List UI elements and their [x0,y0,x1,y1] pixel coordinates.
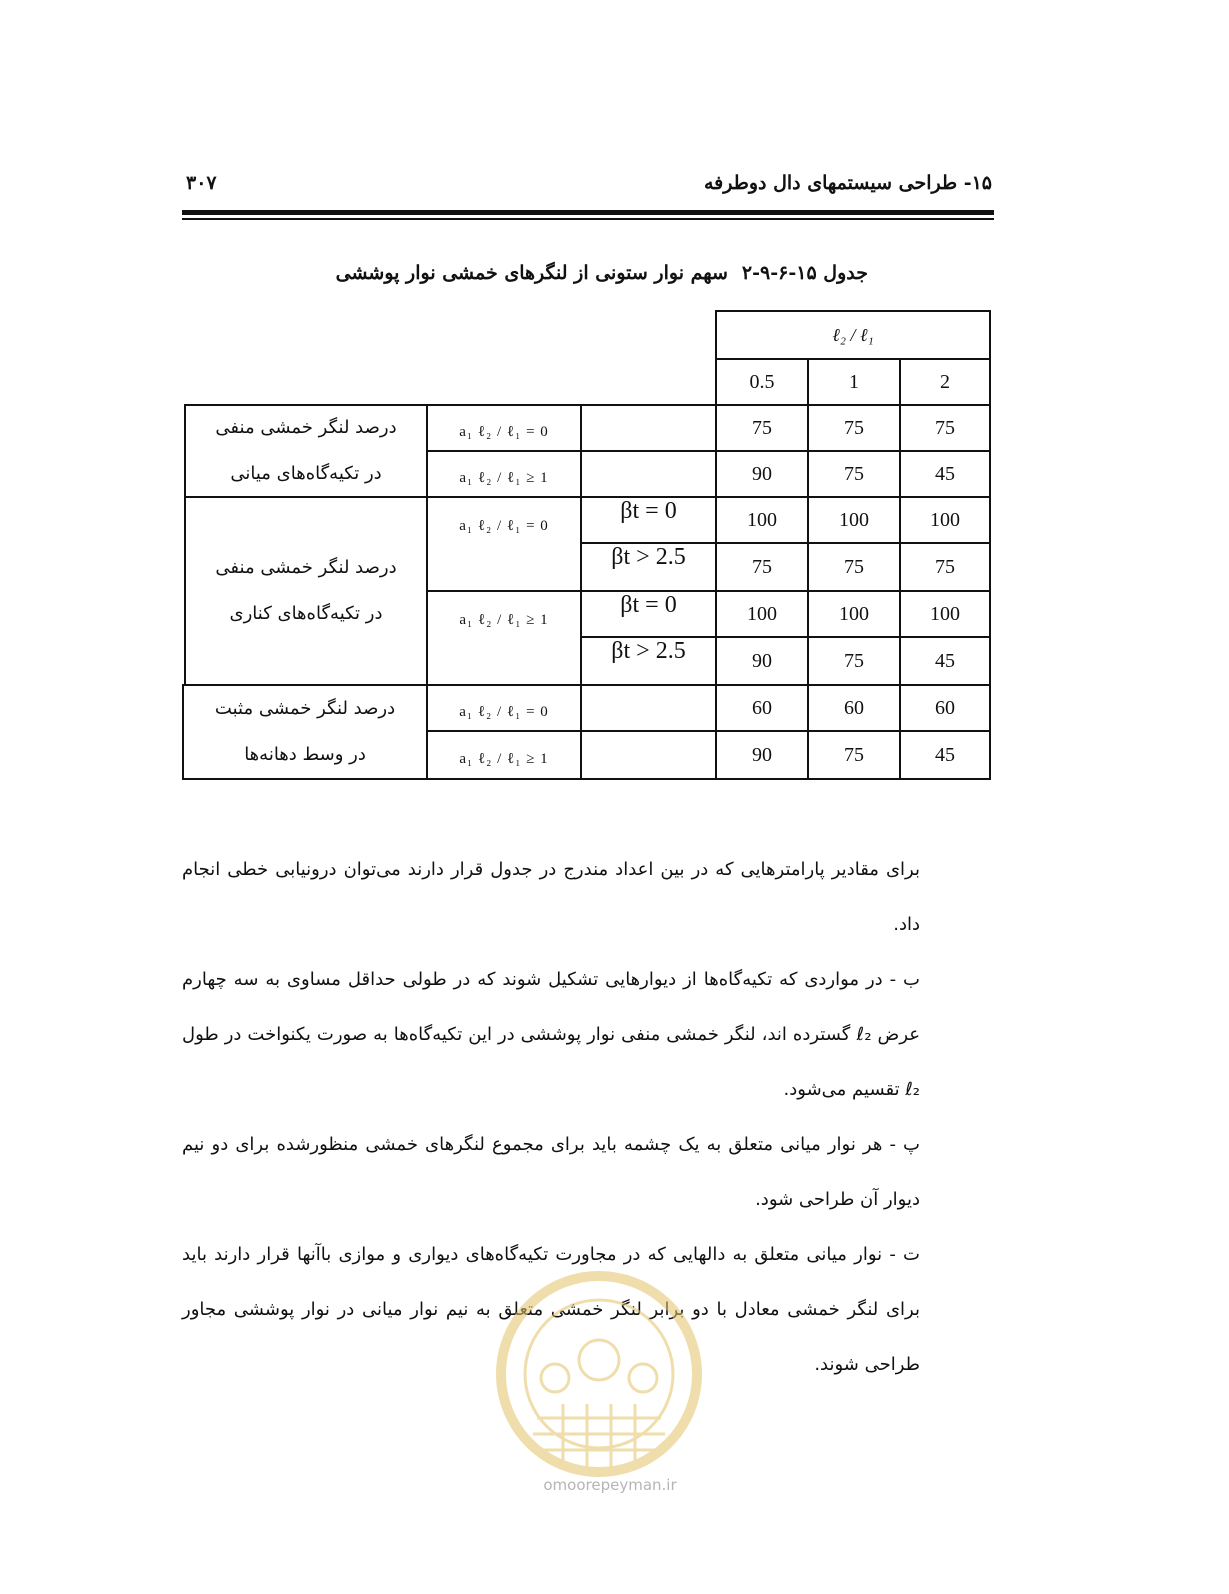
ratio-value-cell: 0.5 [715,358,809,406]
paragraph-b: ب - در مواردی که تکیه‌گاه‌ها از دیوارهایی تشکیل شوند که در طولی حداقل مساوی به سه چهارم عرض ℓ₂ گسترده اند، لنگر خمشی منفی نوار پوششی در این تکیه‌گاه‌ها به صورت یکنواخت در طول ℓ₂ تقسیم می‌شود. [182,969,920,1100]
group-label-line: در تکیه‌گاه‌های میانی [230,463,382,484]
value-cell: 75 [807,636,901,686]
beta-cell-empty [580,684,717,732]
group-label-line: درصد لنگر خمشی منفی [215,417,397,438]
value-cell: 75 [807,404,901,452]
beta-cell: βt = 0 [580,590,717,638]
condition-cell: a₁ ℓ₂ / ℓ₁ ≥ 1 [426,450,582,498]
value-cell: 75 [899,542,991,592]
ratio-header-cell: ℓ₂ / ℓ₁ [715,310,991,360]
group-label-exterior-negative [184,496,428,686]
paragraph-p: پ - هر نوار میانی متعلق به یک چشمه باید برای مجموع لنگرهای خمشی منظورشده برای دو نیم دیوار آن طراحی شود. [182,1134,920,1210]
table-caption-title: سهم نوار ستونی از لنگرهای خمشی نوار پوششی [335,262,728,284]
group-label-positive-midspan [182,684,428,780]
group-label-line: درصد لنگر خمشی مثبت [214,698,396,719]
beta-cell: βt > 2.5 [580,542,717,592]
condition-cell: a₁ ℓ₂ / ℓ₁ ≥ 1 [426,730,582,780]
table-caption-number: جدول ۱۵-۶-۹-۲ [741,262,868,284]
value-cell: 90 [715,450,809,498]
beta-cell-empty [580,450,717,498]
header-rule-thin [182,218,994,220]
group-label-interior-negative [184,404,428,498]
chapter-title: ۱۵- طراحی سیستمهای دال دوطرفه [703,172,992,194]
value-cell: 100 [807,590,901,638]
watermark-logo [493,1268,705,1480]
value-cell: 100 [715,496,809,544]
value-cell: 60 [807,684,901,732]
running-header [182,170,994,206]
value-cell: 75 [807,542,901,592]
ratio-value-cell: 2 [899,358,991,406]
beta-cell-empty [580,730,717,780]
value-cell: 100 [899,590,991,638]
value-cell: 100 [807,496,901,544]
group-label-line: درصد لنگر خمشی منفی [215,557,397,578]
paragraph-t: ت - نوار میانی متعلق به دالهایی که در مجاورت تکیه‌گاه‌های دیواری و موازی باآنها قرار دارند باید برای لنگر خمشی معادل با دو برابر لنگر خمشی متعلق به نیم نوار میانی در نوار پوششی مجاور طراحی شوند. [182,1244,920,1375]
table-caption [182,262,868,284]
value-cell: 90 [715,636,809,686]
beta-cell: βt > 2.5 [580,636,717,686]
column-strip-moments-table [180,310,991,780]
value-cell: 100 [899,496,991,544]
condition-cell: a₁ ℓ₂ / ℓ₁ = 0 [426,404,582,452]
value-cell: 75 [715,542,809,592]
value-cell: 75 [807,730,901,780]
value-cell: 75 [807,450,901,498]
value-cell: 75 [715,404,809,452]
header-rule-thick [182,210,994,215]
condition-cell: a₁ ℓ₂ / ℓ₁ = 0 [426,496,582,592]
condition-cell: a₁ ℓ₂ / ℓ₁ ≥ 1 [426,590,582,686]
value-cell: 100 [715,590,809,638]
group-label-line: در تکیه‌گاه‌های کناری [229,603,383,624]
value-cell: 75 [899,404,991,452]
watermark-url: omoorepeyman.ir [543,1476,677,1494]
condition-cell: a₁ ℓ₂ / ℓ₁ = 0 [426,684,582,732]
beta-cell-empty [580,404,717,452]
ratio-value-cell: 1 [807,358,901,406]
value-cell: 60 [715,684,809,732]
value-cell: 60 [899,684,991,732]
beta-cell: βt = 0 [580,496,717,544]
value-cell: 45 [899,730,991,780]
value-cell: 45 [899,636,991,686]
group-label-line: در وسط دهانه‌ها [244,744,366,765]
value-cell: 45 [899,450,991,498]
paragraph-interpolation: برای مقادیر پارامترهایی که در بین اعداد مندرج در جدول قرار دارند می‌توان درونیابی خطی انجام داد. [182,859,920,935]
value-cell: 90 [715,730,809,780]
page-number: ۳۰۷ [186,172,217,194]
